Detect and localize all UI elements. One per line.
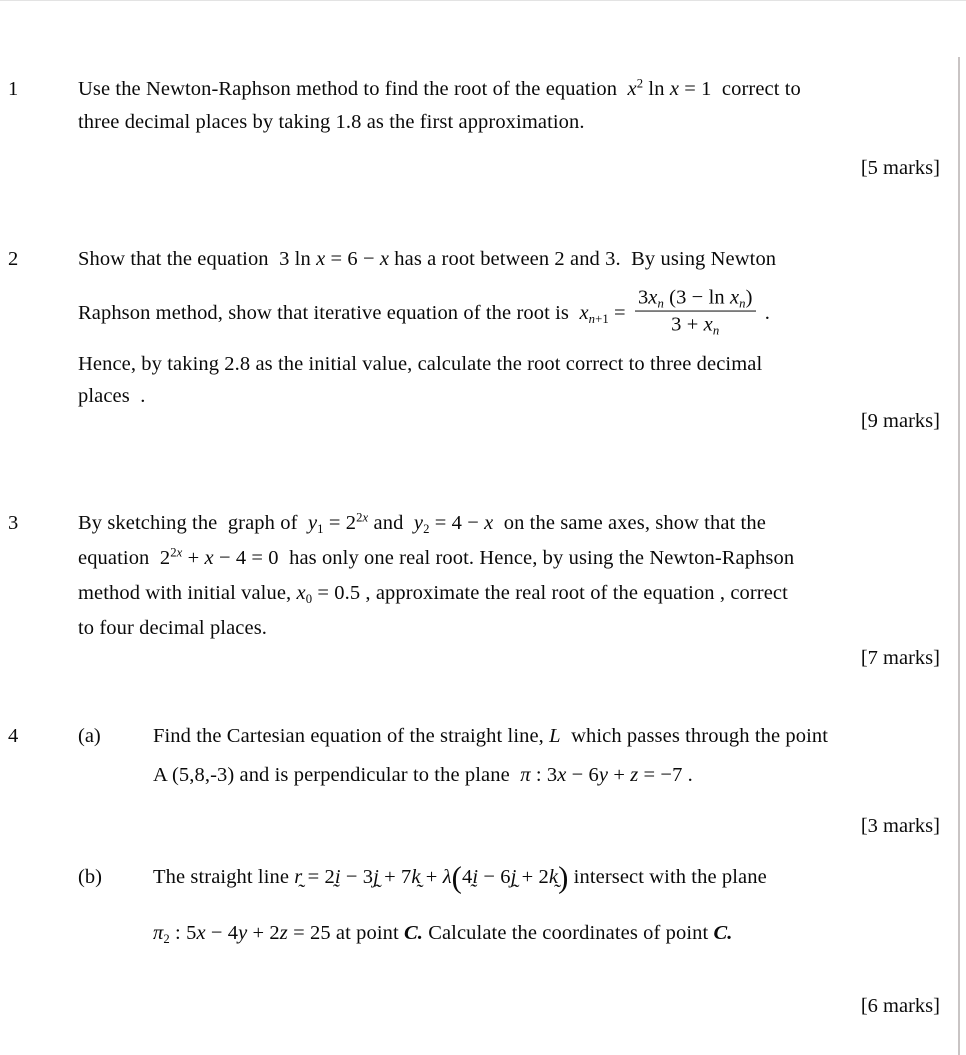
- question-3-text-line: method with initial value, $x_0 = 0.5$ , approximate the real root of the equation , correct: [78, 582, 788, 606]
- question-4b-vector-line: The straight line r̰ = 2ḭ − 3j̰ + 7k̰ + λ(4ḭ − 6j̰ + 2k̰) intersect with the plane: [153, 860, 767, 895]
- question-2-formula-line: Raphson method, show that iterative equation of the root is $x_{n+1}$ = $\frac{3x_n (3 - \ln x_n)}{3 + x_n}$ .: [78, 286, 770, 338]
- question-4a-marks-label: [3 marks]: [860, 815, 940, 837]
- question-3-number: 3: [8, 512, 19, 534]
- question-4a-part-label: (a): [78, 725, 101, 747]
- question-4a-text-line: Find the Cartesian equation of the straight line, L which passes through the point: [153, 725, 829, 747]
- question-3-text-line: to four decimal places.: [78, 617, 268, 639]
- question-3-text-line: equation $2^{2x} + x - 4 = 0$ has only one real root. Hence, by using the Newton-Raphson: [78, 545, 795, 569]
- question-2-marks-label: [9 marks]: [860, 410, 940, 432]
- question-4a-text-line: A (5,8,-3) and is perpendicular to the plane π : 3x − 6y + z = −7 .: [153, 764, 693, 786]
- question-4b-text-line: $\pi_2$ : 5x − 4y + 2z = 25 at point C. Calculate the coordinates of point C.: [153, 922, 733, 946]
- question-2-text-line: Show that the equation 3 ln x = 6 − x has a root between 2 and 3. By using Newton: [78, 248, 777, 270]
- question-1-marks-label: [5 marks]: [860, 157, 940, 179]
- question-2-text-line: places .: [78, 385, 146, 407]
- page-edge-line: [958, 57, 960, 1055]
- question-2-number: 2: [8, 248, 19, 270]
- question-2-text-line: Hence, by taking 2.8 as the initial value, calculate the root correct to three decimal: [78, 353, 763, 375]
- question-1-number: 1: [8, 78, 19, 100]
- question-4b-marks-label: [6 marks]: [860, 995, 940, 1017]
- question-1-text-line: three decimal places by taking 1.8 as the first approximation.: [78, 111, 585, 133]
- question-1-text-line: Use the Newton-Raphson method to find the root of the equation $x^2$ ln x = 1 correct to: [78, 76, 801, 100]
- question-4b-part-label: (b): [78, 866, 102, 888]
- question-3-marks-label: [7 marks]: [860, 647, 940, 669]
- question-3-text-line: By sketching the graph of $y_1 = 2^{2x}$ and $y_2 = 4 - x$ on the same axes, show that the: [78, 510, 766, 536]
- question-4-number: 4: [8, 725, 19, 747]
